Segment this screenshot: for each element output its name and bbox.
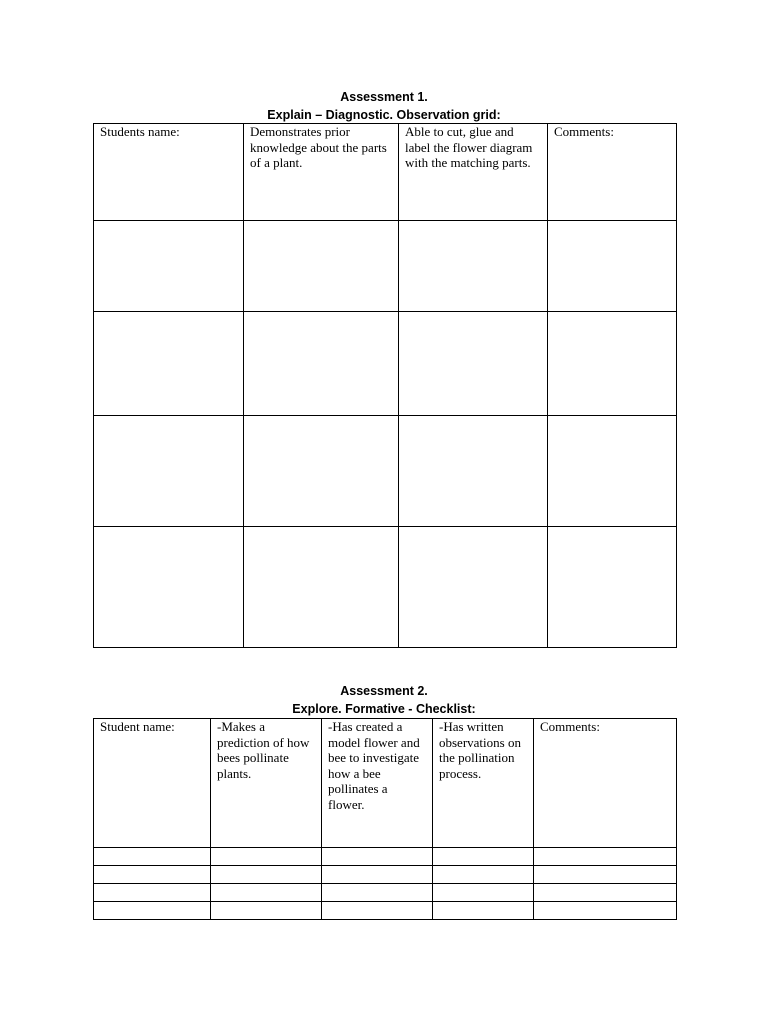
table-cell[interactable] xyxy=(94,884,211,902)
table-cell[interactable] xyxy=(322,848,433,866)
table-row xyxy=(94,866,677,884)
column-header-prior-knowledge: Demonstrates prior knowledge about the parts of a plant. xyxy=(244,124,399,221)
column-header-makes-prediction: -Makes a prediction of how bees pollinate plants. xyxy=(211,719,322,848)
table-cell[interactable] xyxy=(94,848,211,866)
table-cell[interactable] xyxy=(548,527,677,648)
column-header-students-name: Students name: xyxy=(94,124,244,221)
table-cell[interactable] xyxy=(399,221,548,312)
table-cell[interactable] xyxy=(94,527,244,648)
observation-grid-table xyxy=(93,123,677,648)
assessment2-subheading: Explore. Formative - Checklist: xyxy=(292,702,476,716)
table-cell[interactable] xyxy=(534,902,677,920)
table-cell[interactable] xyxy=(244,221,399,312)
table-cell[interactable] xyxy=(548,221,677,312)
table-cell[interactable] xyxy=(244,527,399,648)
table-cell[interactable] xyxy=(94,902,211,920)
table-cell[interactable] xyxy=(94,312,244,416)
table-row xyxy=(94,221,677,312)
table-cell[interactable] xyxy=(94,221,244,312)
table-cell[interactable] xyxy=(548,312,677,416)
column-header-cut-glue-label: Able to cut, glue and label the flower diagram with the matching parts. xyxy=(399,124,548,221)
assessment2-heading: Assessment 2. xyxy=(340,684,428,698)
table-cell[interactable] xyxy=(211,848,322,866)
table-row xyxy=(94,902,677,920)
table-row xyxy=(94,884,677,902)
table-cell[interactable] xyxy=(433,902,534,920)
table-cell[interactable] xyxy=(322,884,433,902)
column-header-student-name: Student name: xyxy=(94,719,211,848)
table-cell[interactable] xyxy=(211,866,322,884)
table-cell[interactable] xyxy=(433,848,534,866)
table-cell[interactable] xyxy=(322,866,433,884)
column-header-comments: Comments: xyxy=(534,719,677,848)
table-cell[interactable] xyxy=(211,902,322,920)
assessment1-heading: Assessment 1. xyxy=(340,90,428,104)
table-cell[interactable] xyxy=(534,848,677,866)
table-cell[interactable] xyxy=(548,416,677,527)
column-header-model-flower: -Has created a model flower and bee to investigate how a bee pollinates a flower. xyxy=(322,719,433,848)
table-cell[interactable] xyxy=(399,312,548,416)
table-row xyxy=(94,312,677,416)
column-header-comments: Comments: xyxy=(548,124,677,221)
table-cell[interactable] xyxy=(94,416,244,527)
assessment1-subheading: Explain – Diagnostic. Observation grid: xyxy=(267,108,501,122)
table-cell[interactable] xyxy=(399,416,548,527)
checklist-table xyxy=(93,718,677,920)
table-cell[interactable] xyxy=(94,866,211,884)
table-cell[interactable] xyxy=(534,884,677,902)
table-row xyxy=(94,416,677,527)
table-cell[interactable] xyxy=(322,902,433,920)
column-header-written-observations: -Has written observations on the pollination process. xyxy=(433,719,534,848)
table-row xyxy=(94,527,677,648)
table-header-row xyxy=(94,124,677,221)
table-header-row xyxy=(94,719,677,848)
table-cell[interactable] xyxy=(244,416,399,527)
table-row xyxy=(94,848,677,866)
table-cell[interactable] xyxy=(399,527,548,648)
table-cell[interactable] xyxy=(534,866,677,884)
table-cell[interactable] xyxy=(211,884,322,902)
table-cell[interactable] xyxy=(433,866,534,884)
table-cell[interactable] xyxy=(433,884,534,902)
table-cell[interactable] xyxy=(244,312,399,416)
